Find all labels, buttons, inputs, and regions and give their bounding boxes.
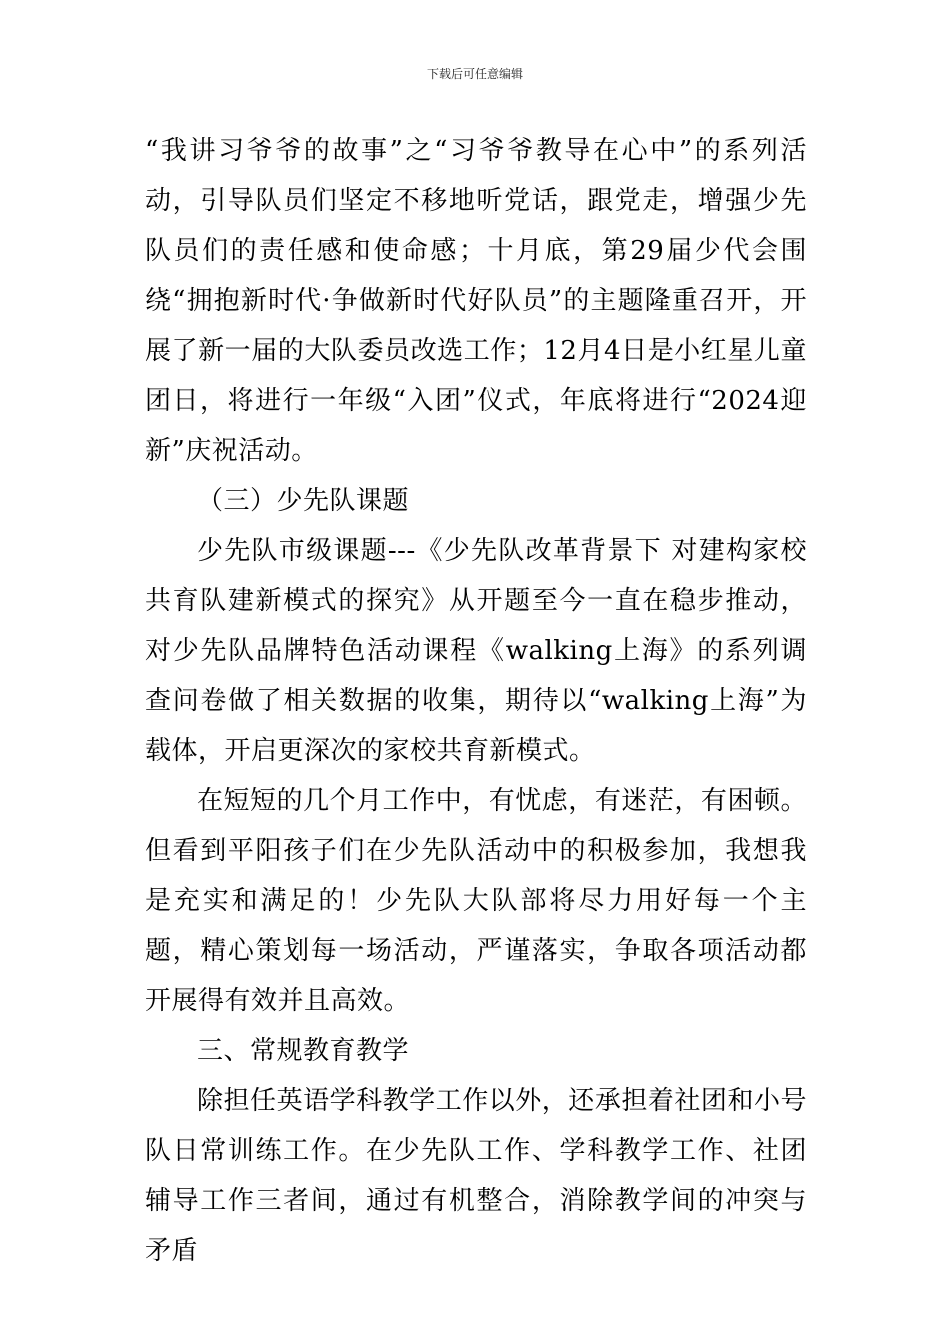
section-heading-teaching: 三、常规教育教学 [197, 1036, 410, 1066]
paragraph-activities: “我讲习爷爷的故事”之“习爷爷教导在心中”的系列活动，引导队员们坚定不移地听党话，跟党走，增强少先队员们的责任感和使命感；十月底，第29届少代会围绕“拥抱新时代·争做新时代好队员”的主题隆重召开，开展了新一届的大队委员改选工作；12月4日是小红星儿童团日，将进行一年级“入团”仪式，年底将进行“2024迎新”庆祝活动。 [145, 136, 807, 466]
section-heading-research: （三）少先队课题 [197, 486, 410, 516]
paragraph-reflection: 在短短的几个月工作中，有忧虑，有迷茫，有困顿。但看到平阳孩子们在少先队活动中的积极参加，我想我是充实和满足的！少先队大队部将尽力用好每一个主题，精心策划每一场活动，严谨落实，争取各项活动都开展得有效并且高效。 [145, 786, 807, 1016]
document-body [145, 126, 807, 1276]
paragraph-teaching: 除担任英语学科教学工作以外，还承担着社团和小号队日常训练工作。在少先队工作、学科教学工作、社团辅导工作三者间，通过有机整合，消除教学间的冲突与矛盾 [145, 1086, 807, 1266]
paragraph-research: 少先队市级课题---《少先队改革背景下 对建构家校共育队建新模式的探究》从开题至今一直在稳步推动，对少先队品牌特色活动课程《walking上海》的系列调查问卷做了相关数据的收集，期待以“walking上海”为载体，开启更深次的家校共育新模式。 [145, 536, 807, 766]
page-header: 下载后可任意编辑 [426, 67, 523, 81]
